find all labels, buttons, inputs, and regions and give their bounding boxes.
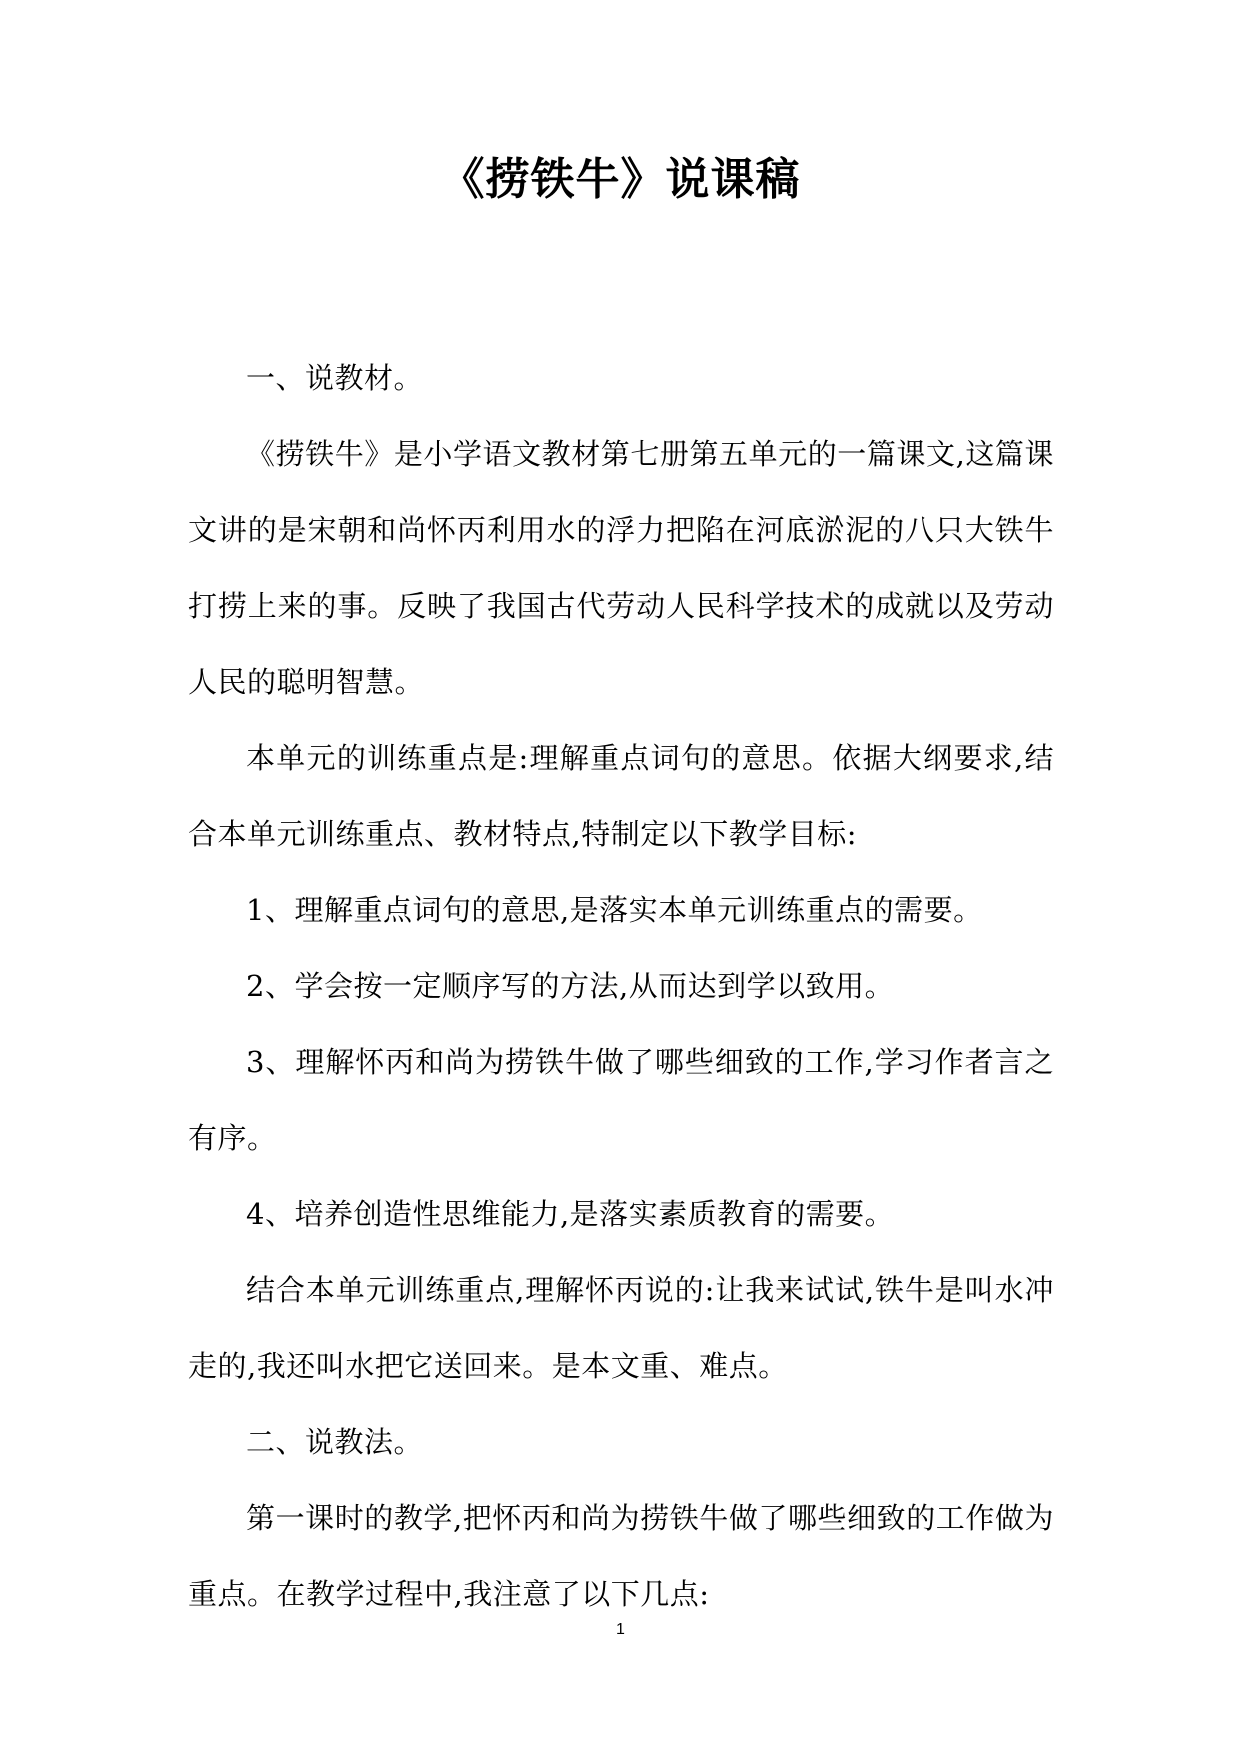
document-body	[188, 340, 1054, 1632]
section-heading-teaching-method: 二、说教法。	[246, 1425, 424, 1459]
document-title: 《捞铁牛》说课稿	[440, 154, 801, 205]
list-item: 1、理解重点词句的意思,是落实本单元训练重点的需要。	[246, 893, 983, 927]
paragraph: 本单元的训练重点是:理解重点词句的意思。依据大纲要求,结合本单元训练重点、教材特点,特制定以下教学目标:	[188, 741, 1054, 851]
list-item: 2、学会按一定顺序写的方法,从而达到学以致用。	[246, 969, 895, 1003]
paragraph: 第一课时的教学,把怀丙和尚为捞铁牛做了哪些细致的工作做为重点。在教学过程中,我注意了以下几点:	[188, 1501, 1054, 1611]
list-item: 4、培养创造性思维能力,是落实素质教育的需要。	[246, 1197, 895, 1231]
section-heading-teaching-material: 一、说教材。	[246, 361, 424, 395]
paragraph: 结合本单元训练重点,理解怀丙说的:让我来试试,铁牛是叫水冲走的,我还叫水把它送回来。是本文重、难点。	[188, 1273, 1054, 1383]
page-number: 1	[616, 1621, 625, 1638]
paragraph: 《捞铁牛》是小学语文教材第七册第五单元的一篇课文,这篇课文讲的是宋朝和尚怀丙利用水的浮力把陷在河底淤泥的八只大铁牛打捞上来的事。反映了我国古代劳动人民科学技术的成就以及劳动人民的聪明智慧。	[188, 437, 1054, 699]
list-item: 3、理解怀丙和尚为捞铁牛做了哪些细致的工作,学习作者言之有序。	[188, 1045, 1054, 1155]
